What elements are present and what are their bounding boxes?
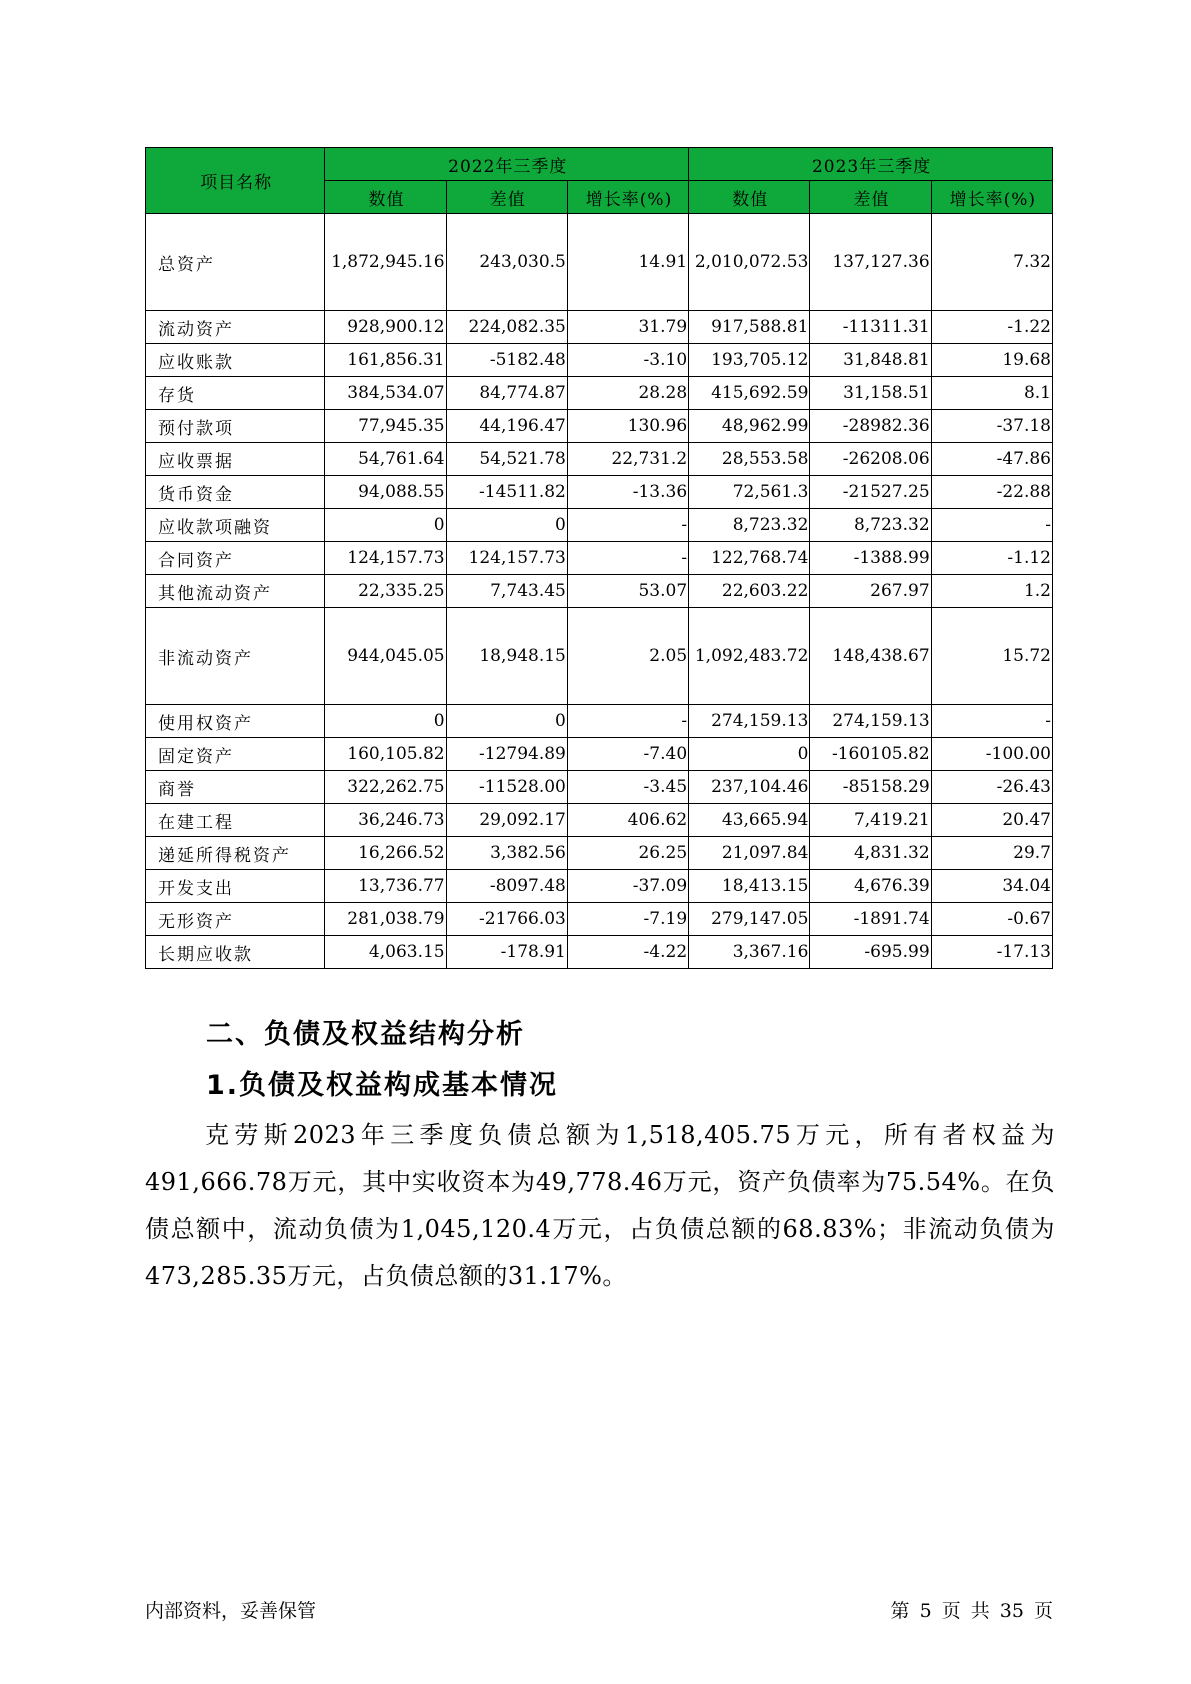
row-name-cell: 应收账款 [146,344,325,377]
growth-2023-cell: 19.68 [931,344,1052,377]
growth-2023-cell: -47.86 [931,443,1052,476]
value-2022-cell: 54,761.64 [325,443,446,476]
growth-2023-cell: -37.18 [931,410,1052,443]
asset-structure-table [145,147,1053,969]
growth-2022-cell: -37.09 [567,870,688,903]
table-body [146,214,1053,969]
diff-2023-cell: -28982.36 [810,410,931,443]
row-name-cell: 非流动资产 [146,608,325,705]
table-row [146,509,1053,542]
diff-2023-cell: 274,159.13 [810,705,931,738]
table-row [146,771,1053,804]
diff-2023-cell: 148,438.67 [810,608,931,705]
growth-2023-cell: 20.47 [931,804,1052,837]
diff-2023-cell: 4,676.39 [810,870,931,903]
growth-2022-cell: 130.96 [567,410,688,443]
table-row [146,476,1053,509]
table-row [146,705,1053,738]
growth-2023-cell: - [931,509,1052,542]
subsection-title: 1.负债及权益构成基本情况 [206,1070,559,1101]
section-title: 二、负债及权益结构分析 [206,1019,525,1050]
row-name-cell: 总资产 [146,214,325,311]
value-2022-cell: 160,105.82 [325,738,446,771]
value-2023-cell: 28,553.58 [689,443,810,476]
diff-2023-cell: 267.97 [810,575,931,608]
value-2023-cell: 193,705.12 [689,344,810,377]
table-row [146,608,1053,705]
growth-2023-cell: 34.04 [931,870,1052,903]
value-2022-cell: 77,945.35 [325,410,446,443]
diff-2023-cell: -26208.06 [810,443,931,476]
value-2022-cell: 22,335.25 [325,575,446,608]
table-header [146,148,1053,214]
growth-2023-cell: -1.22 [931,311,1052,344]
growth-2022-cell: 14.91 [567,214,688,311]
diff-2023-cell: 8,723.32 [810,509,931,542]
value-2023-cell: 48,962.99 [689,410,810,443]
value-2022-cell: 1,872,945.16 [325,214,446,311]
value-2023-cell: 237,104.46 [689,771,810,804]
table-row [146,837,1053,870]
row-name-cell: 商誉 [146,771,325,804]
row-name-cell: 无形资产 [146,903,325,936]
row-name-cell: 使用权资产 [146,705,325,738]
growth-2023-cell: - [931,705,1052,738]
growth-2022-cell: - [567,542,688,575]
growth-2022-cell: 31.79 [567,311,688,344]
growth-2022-cell: -3.10 [567,344,688,377]
diff-2022-cell: 7,743.45 [446,575,567,608]
row-name-cell: 应收款项融资 [146,509,325,542]
header-diff-2022: 差值 [446,181,567,214]
value-2022-cell: 13,736.77 [325,870,446,903]
growth-2022-cell: 26.25 [567,837,688,870]
growth-2022-cell: 28.28 [567,377,688,410]
table-row [146,410,1053,443]
growth-2023-cell: 1.2 [931,575,1052,608]
diff-2022-cell: 29,092.17 [446,804,567,837]
value-2022-cell: 16,266.52 [325,837,446,870]
growth-2023-cell: -100.00 [931,738,1052,771]
table-row [146,936,1053,969]
value-2022-cell: 0 [325,705,446,738]
row-name-cell: 存货 [146,377,325,410]
diff-2022-cell: -21766.03 [446,903,567,936]
diff-2022-cell: -14511.82 [446,476,567,509]
growth-2022-cell: 22,731.2 [567,443,688,476]
diff-2023-cell: 31,848.81 [810,344,931,377]
diff-2023-cell: -21527.25 [810,476,931,509]
header-period-2022: 2022年三季度 [325,148,689,181]
diff-2022-cell: 224,082.35 [446,311,567,344]
value-2022-cell: 4,063.15 [325,936,446,969]
value-2023-cell: 43,665.94 [689,804,810,837]
diff-2023-cell: 7,419.21 [810,804,931,837]
footer-page-number: 第 5 页 共 35 页 [890,1600,1053,1622]
diff-2022-cell: -12794.89 [446,738,567,771]
growth-2023-cell: 8.1 [931,377,1052,410]
value-2023-cell: 21,097.84 [689,837,810,870]
row-name-cell: 货币资金 [146,476,325,509]
row-name-cell: 其他流动资产 [146,575,325,608]
value-2023-cell: 0 [689,738,810,771]
growth-2023-cell: 15.72 [931,608,1052,705]
value-2023-cell: 3,367.16 [689,936,810,969]
growth-2022-cell: 406.62 [567,804,688,837]
value-2022-cell: 161,856.31 [325,344,446,377]
header-period-2023: 2023年三季度 [689,148,1053,181]
growth-2023-cell: -22.88 [931,476,1052,509]
value-2022-cell: 322,262.75 [325,771,446,804]
table-row [146,344,1053,377]
diff-2022-cell: 84,774.87 [446,377,567,410]
diff-2022-cell: 18,948.15 [446,608,567,705]
value-2023-cell: 917,588.81 [689,311,810,344]
diff-2022-cell: 0 [446,509,567,542]
diff-2022-cell: 44,196.47 [446,410,567,443]
growth-2023-cell: 7.32 [931,214,1052,311]
header-value-2022: 数值 [325,181,446,214]
growth-2023-cell: -17.13 [931,936,1052,969]
diff-2023-cell: -11311.31 [810,311,931,344]
value-2022-cell: 0 [325,509,446,542]
value-2023-cell: 72,561.3 [689,476,810,509]
footer-confidential-note: 内部资料，妥善保管 [145,1600,317,1622]
growth-2022-cell: -7.40 [567,738,688,771]
diff-2023-cell: -160105.82 [810,738,931,771]
value-2023-cell: 415,692.59 [689,377,810,410]
diff-2022-cell: 243,030.5 [446,214,567,311]
row-name-cell: 固定资产 [146,738,325,771]
growth-2022-cell: -3.45 [567,771,688,804]
header-diff-2023: 差值 [810,181,931,214]
growth-2022-cell: - [567,705,688,738]
value-2023-cell: 22,603.22 [689,575,810,608]
value-2022-cell: 36,246.73 [325,804,446,837]
diff-2022-cell: 3,382.56 [446,837,567,870]
table-row [146,738,1053,771]
value-2023-cell: 8,723.32 [689,509,810,542]
body-paragraph: 克劳斯2023年三季度负债总额为1,518,405.75万元，所有者权益为491,666.78万元，其中实收资本为49,778.46万元，资产负债率为75.54%。在负债总额中，流动负债为1,045,120.4万元，占负债总额的68.83%；非流动负债为473,285.35万元，占负债总额的31.17%。 [145,1121,1055,1290]
table-row [146,443,1053,476]
diff-2023-cell: 137,127.36 [810,214,931,311]
table-row [146,542,1053,575]
value-2022-cell: 928,900.12 [325,311,446,344]
growth-2023-cell: 29.7 [931,837,1052,870]
header-item-name: 项目名称 [146,148,325,214]
diff-2022-cell: 124,157.73 [446,542,567,575]
growth-2023-cell: -26.43 [931,771,1052,804]
value-2022-cell: 281,038.79 [325,903,446,936]
table-row [146,804,1053,837]
diff-2023-cell: -1891.74 [810,903,931,936]
diff-2022-cell: -11528.00 [446,771,567,804]
row-name-cell: 流动资产 [146,311,325,344]
diff-2023-cell: 4,831.32 [810,837,931,870]
growth-2022-cell: -7.19 [567,903,688,936]
table-row [146,870,1053,903]
diff-2023-cell: -85158.29 [810,771,931,804]
header-value-2023: 数值 [689,181,810,214]
diff-2022-cell: 54,521.78 [446,443,567,476]
value-2023-cell: 18,413.15 [689,870,810,903]
growth-2023-cell: -1.12 [931,542,1052,575]
growth-2022-cell: - [567,509,688,542]
value-2023-cell: 279,147.05 [689,903,810,936]
row-name-cell: 递延所得税资产 [146,837,325,870]
growth-2022-cell: 53.07 [567,575,688,608]
growth-2023-cell: -0.67 [931,903,1052,936]
growth-2022-cell: -13.36 [567,476,688,509]
row-name-cell: 预付款项 [146,410,325,443]
row-name-cell: 应收票据 [146,443,325,476]
table-row [146,575,1053,608]
diff-2022-cell: -8097.48 [446,870,567,903]
diff-2022-cell: -5182.48 [446,344,567,377]
diff-2023-cell: 31,158.51 [810,377,931,410]
value-2022-cell: 94,088.55 [325,476,446,509]
diff-2023-cell: -695.99 [810,936,931,969]
value-2022-cell: 944,045.05 [325,608,446,705]
value-2023-cell: 1,092,483.72 [689,608,810,705]
growth-2022-cell: 2.05 [567,608,688,705]
row-name-cell: 合同资产 [146,542,325,575]
table-row [146,311,1053,344]
row-name-cell: 在建工程 [146,804,325,837]
value-2022-cell: 384,534.07 [325,377,446,410]
growth-2022-cell: -4.22 [567,936,688,969]
table-row [146,377,1053,410]
value-2023-cell: 274,159.13 [689,705,810,738]
value-2023-cell: 122,768.74 [689,542,810,575]
diff-2022-cell: -178.91 [446,936,567,969]
table-row [146,214,1053,311]
diff-2023-cell: -1388.99 [810,542,931,575]
header-growth-2022: 增长率(%) [567,181,688,214]
header-growth-2023: 增长率(%) [931,181,1052,214]
value-2023-cell: 2,010,072.53 [689,214,810,311]
row-name-cell: 长期应收款 [146,936,325,969]
diff-2022-cell: 0 [446,705,567,738]
row-name-cell: 开发支出 [146,870,325,903]
table-row [146,903,1053,936]
value-2022-cell: 124,157.73 [325,542,446,575]
